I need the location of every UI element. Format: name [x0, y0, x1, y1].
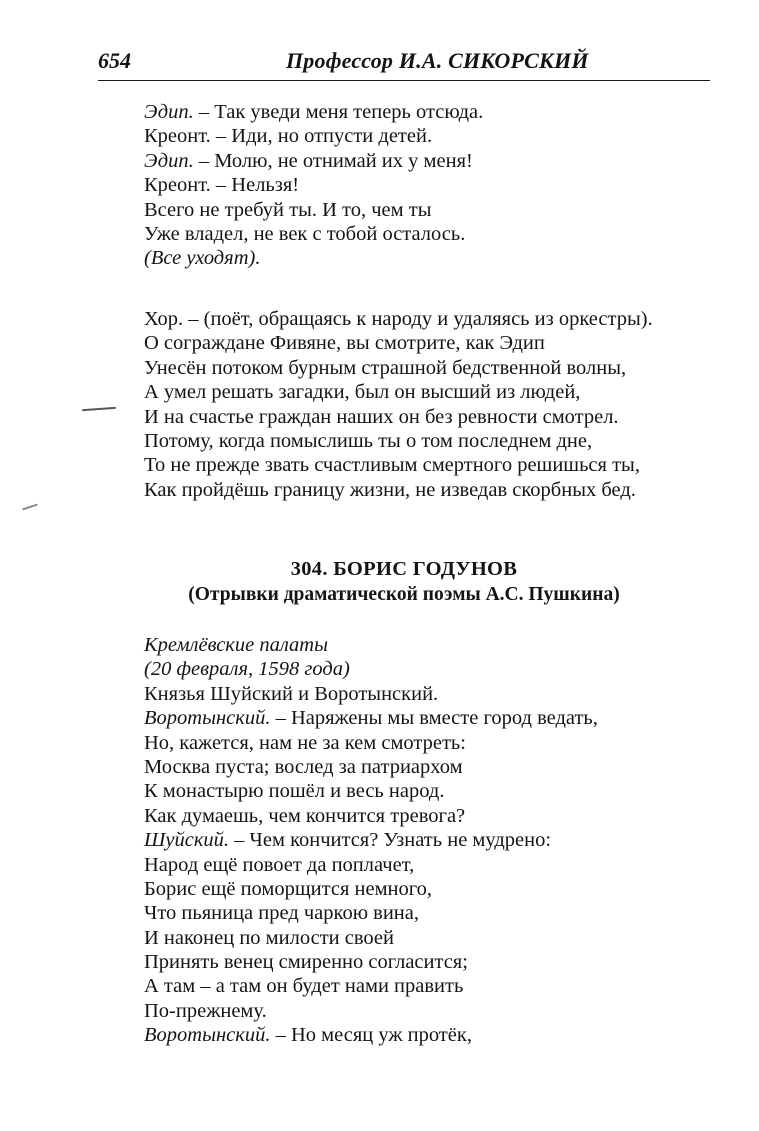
- speaker-name: Эдип.: [144, 149, 194, 172]
- section-title: 304. БОРИС ГОДУНОВ: [290, 558, 518, 580]
- verse-text: Борис ещё поморщится немного,: [144, 877, 433, 900]
- verse-line: [144, 828, 598, 852]
- verse-line: [144, 706, 598, 730]
- verse-line: [144, 950, 598, 974]
- stage-direction-text: (Все уходят).: [144, 247, 261, 270]
- chorus-line: Как пройдёшь границу жизни, не изведав скорбных бед.: [144, 478, 636, 501]
- verse-line: [144, 100, 483, 124]
- verse-line: [144, 124, 483, 148]
- verse-line: [144, 682, 598, 706]
- margin-pencil-mark: [22, 504, 38, 511]
- verse-line: [144, 974, 598, 998]
- verse-line: [144, 755, 598, 779]
- boris-excerpt: [144, 633, 598, 1048]
- verse-text: – Наряжены мы вместе город ведать,: [270, 707, 598, 730]
- verse-text: – Но месяц уж протёк,: [270, 1024, 472, 1047]
- verse-text: Креонт. – Нельзя!: [144, 174, 300, 197]
- scene-heading-text: Кремлёвские палаты: [144, 634, 328, 656]
- verse-text: К монастырю пошёл и весь народ.: [144, 780, 445, 803]
- verse-text: По-прежнему.: [144, 999, 267, 1022]
- scene-heading: [144, 633, 598, 657]
- verse-line: [144, 149, 483, 173]
- verse-text: – Чем кончится? Узнать не мудрено:: [229, 829, 552, 852]
- speaker-name: Воротынский.: [144, 1024, 271, 1047]
- verse-line: [144, 926, 598, 950]
- verse-line: [144, 1023, 598, 1047]
- verse-line: [144, 901, 598, 925]
- speaker-name: Шуйский.: [144, 829, 230, 852]
- verse-text: Москва пуста; вослед за патриархом: [144, 755, 463, 778]
- verse-text: Князья Шуйский и Воротынский.: [144, 682, 439, 705]
- verse-text: Но, кажется, нам не за кем смотреть:: [144, 731, 466, 754]
- speaker-name: Эдип.: [144, 101, 194, 123]
- verse-line: [144, 222, 483, 246]
- verse-text: Креонт. – Иди, но отпусти детей.: [144, 125, 433, 148]
- verse-line: [144, 999, 598, 1023]
- chorus-line: Потому, когда помыслишь ты о том последнем дне,: [144, 429, 593, 452]
- chorus-line: А умел решать загадки, был он высший из людей,: [144, 381, 581, 404]
- oedipus-excerpt: [144, 100, 483, 271]
- margin-pencil-mark: [82, 407, 116, 411]
- running-head: Профессор И.А. СИКОРСКИЙ: [286, 48, 589, 73]
- chorus-line: И на счастье граждан наших он без ревности смотрел.: [144, 405, 619, 428]
- chorus-line: То не прежде звать счастливым смертного решишься ты,: [144, 454, 640, 477]
- verse-line: [144, 731, 598, 755]
- verse-text: Как думаешь, чем кончится тревога?: [144, 804, 466, 827]
- verse-text: Всего не требуй ты. И то, чем ты: [144, 198, 432, 221]
- verse-line: [144, 853, 598, 877]
- page-header: [98, 44, 710, 81]
- verse-text: А там – а там он будет нами править: [144, 975, 464, 998]
- speaker-name: Воротынский.: [144, 707, 271, 730]
- verse-text: Уже владел, не век с тобой осталось.: [144, 222, 466, 245]
- verse-line: [144, 198, 483, 222]
- verse-line: [144, 804, 598, 828]
- chorus-line: Хор. – (поёт, обращаясь к народу и удаляясь из оркестры).: [144, 308, 653, 330]
- verse-text: Принять венец смиренно согласится;: [144, 951, 468, 974]
- verse-text: Что пьяница пред чаркою вина,: [144, 902, 419, 925]
- page-number: 654: [98, 48, 131, 73]
- stage-direction: [144, 246, 483, 270]
- chorus-line: Унесён потоком бурным страшной бедственной волны,: [144, 356, 627, 379]
- verse-text: – Молю, не отнимай их у меня!: [193, 149, 473, 172]
- verse-text: Народ ещё повоет да поплачет,: [144, 853, 415, 876]
- verse-line: [144, 779, 598, 803]
- section-subtitle: (Отрывки драматической поэмы А.С. Пушкина): [188, 584, 620, 605]
- chorus-line: О сограждане Фивяне, вы смотрите, как Эдип: [144, 332, 545, 355]
- verse-text: И наконец по милости своей: [144, 926, 394, 949]
- verse-text: – Так уведи меня теперь отсюда.: [193, 101, 484, 123]
- verse-line: [144, 877, 598, 901]
- scene-date: [144, 657, 598, 681]
- chorus-excerpt: [144, 307, 653, 502]
- scene-date-text: (20 февраля, 1598 года): [144, 658, 350, 681]
- verse-line: [144, 173, 483, 197]
